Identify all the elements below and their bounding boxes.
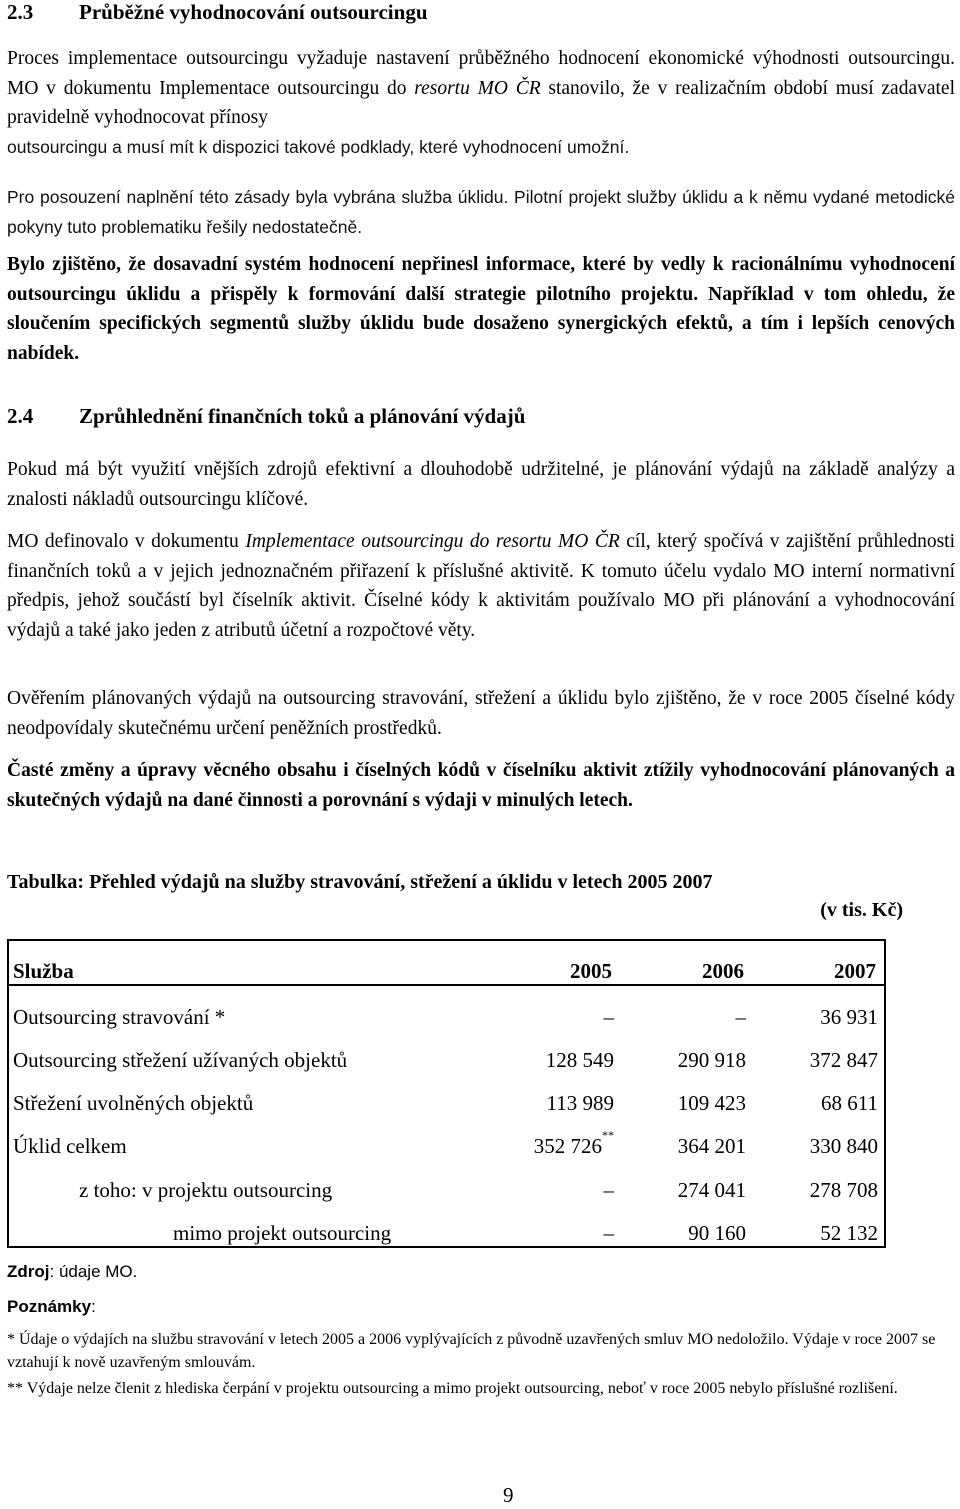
header-2007: 2007: [752, 940, 885, 985]
cell-2006: 90 160: [688, 1221, 746, 1246]
table-header-row: [8, 940, 885, 985]
table-title: [7, 868, 903, 924]
table-source: [7, 1262, 137, 1282]
table-row: [8, 985, 885, 1029]
paragraph: Pro posouzení naplnění této zásady byla vybrána služba úklidu. Pilotní projekt služby úklidu a k němu vydané metodické pokyny tuto problematiku řešily nedostatečně.: [7, 187, 955, 237]
notes-heading: Poznámky:: [7, 1297, 96, 1316]
expense-table: [7, 939, 886, 1248]
paragraph-text: stanovilo, že v realizačním období musí zadavatel pravidelně vyhodnocovat přínosy: [7, 77, 956, 128]
table-row: [8, 1073, 885, 1116]
row-label: Střežení uvolněných objektů: [13, 1091, 254, 1116]
cell-2005: –: [603, 1221, 614, 1246]
cell-2007: 372 847: [809, 1047, 878, 1072]
paragraph-text: cíl, který spočívá v zajištění průhlednosti finančních toků a v jejich jednoznačném přiřazení k příslušné aktivitě. K tomuto účelu vydalo MO interní normativní předpis, jehož součástí byl číselník aktivit. Číselné kódy k aktivitám používalo MO při plánování a vyhodnocování výdajů a také jako jeden z atributů účetní a rozpočtové věty.: [7, 531, 955, 641]
table-row: [8, 1159, 885, 1202]
paragraph: Ověřením plánovaných výdajů na outsourcing stravování, střežení a úklidu bylo zjištěno, že v roce 2005 číselné kódy neodpovídaly skutečnému určení peněžních prostředků.: [7, 688, 955, 739]
note: ** Výdaje nelze členit z hlediska čerpání v projektu outsourcing a mimo projekt outsourcing, neboť v roce 2005 nebylo příslušné rozlišení.: [7, 1380, 898, 1397]
cell-2007: 278 708: [809, 1177, 878, 1202]
row-label: Outsourcing stravování *: [13, 1004, 226, 1029]
cell-2007: 36 931: [820, 1004, 878, 1029]
section-number: 2.3: [7, 0, 34, 24]
section-heading-2-3: [7, 0, 428, 25]
cell-2006: 109 423: [677, 1091, 746, 1116]
section-title: Zprůhlednění finančních toků a plánování výdajů: [79, 404, 526, 428]
table-row: [8, 1030, 885, 1073]
paragraph-text: Proces implementace outsourcingu vyžaduje nastavení průběžného hodnocení ekonomické výhodnosti outsourcingu. MO v dokumentu Implementace outsourcingu do: [7, 48, 955, 99]
paragraph: Pokud má být využití vnějších zdrojů efektivní a dlouhodobě udržitelné, je plánování výdajů na základě analýzy a znalosti nákladů outsourcingu klíčové.: [7, 459, 955, 510]
table-title-text: Tabulka: Přehled výdajů na služby stravování, střežení a úklidu v letech 2005 2007: [7, 871, 713, 893]
paragraph-bold: Bylo zjištěno, že dosavadní systém hodnocení nepřinesl informace, které by vedly k racionálnímu vyhodnocení outsourcingu úklidu a přispěly k formování další strategie pilotního projektu. Například v tom ohledu, že sloučením specifických segmentů služby úklidu bude dosaženo synergických efektů, a tím i lepších cenových nabídek.: [7, 254, 955, 364]
cell-2006: 364 201: [677, 1134, 746, 1159]
header-service: Služba: [8, 940, 483, 985]
document-name: Implementace outsourcingu do resortu MO ČR: [245, 531, 620, 552]
page-number: 9: [503, 1483, 514, 1507]
header-2005: 2005: [483, 940, 620, 985]
cell-2007: 330 840: [809, 1134, 878, 1159]
note: * Údaje o výdajích na službu stravování v letech 2005 a 2006 vyplývajících z původně uzavřených smluv MO nedoložilo. Výdaje v roce 2007 se vztahují k nově uzavřeným smlouvám.: [7, 1331, 936, 1371]
cell-2007: 68 611: [821, 1091, 878, 1116]
section-number: 2.4: [7, 404, 34, 428]
cell-2006: 274 041: [677, 1177, 746, 1202]
cell-2005: –: [603, 1177, 614, 1202]
table-unit: (v tis. Kč): [820, 899, 903, 921]
cell-2005: –: [603, 1004, 614, 1029]
document-name: resortu MO ČR: [414, 77, 541, 99]
section-title: Průběžné vyhodnocování outsourcingu: [79, 0, 428, 24]
row-label: z toho: v projektu outsourcing: [79, 1177, 333, 1202]
cell-2007: 52 132: [820, 1221, 878, 1246]
row-label: Úklid celkem: [13, 1134, 127, 1159]
notes-label: Poznámky: [7, 1297, 92, 1316]
paragraph-bold: Časté změny a úpravy věcného obsahu i číselných kódů v číselníku aktivit ztížily vyhodnocování plánovaných a skutečných výdajů na dané činnosti a porovnání s výdaji v minulých letech.: [7, 760, 955, 811]
source-text: : údaje MO.: [49, 1262, 138, 1281]
paragraph: [7, 527, 955, 645]
table-row: [8, 1116, 885, 1159]
cell-2005: 128 549: [545, 1047, 614, 1072]
header-2006: 2006: [620, 940, 752, 985]
cell-2006: 290 918: [677, 1047, 746, 1072]
footnote-mark: **: [602, 1128, 614, 1143]
cell-2005: 113 989: [546, 1091, 614, 1116]
row-label: mimo projekt outsourcing: [173, 1221, 392, 1246]
section-heading-2-4: [7, 404, 525, 429]
cell-value: 352 726: [533, 1134, 602, 1159]
paragraph: [7, 44, 955, 162]
paragraph-text: outsourcingu a musí mít k dispozici takové podklady, které vyhodnocení umožní.: [7, 136, 630, 157]
source-label: Zdroj: [7, 1262, 50, 1281]
cell-2006: –: [735, 1004, 746, 1029]
row-label: Outsourcing střežení užívaných objektů: [13, 1047, 348, 1072]
cell-2005: [483, 1116, 620, 1159]
table-row: [8, 1203, 885, 1247]
paragraph-text: MO definovalo v dokumentu: [7, 531, 246, 552]
